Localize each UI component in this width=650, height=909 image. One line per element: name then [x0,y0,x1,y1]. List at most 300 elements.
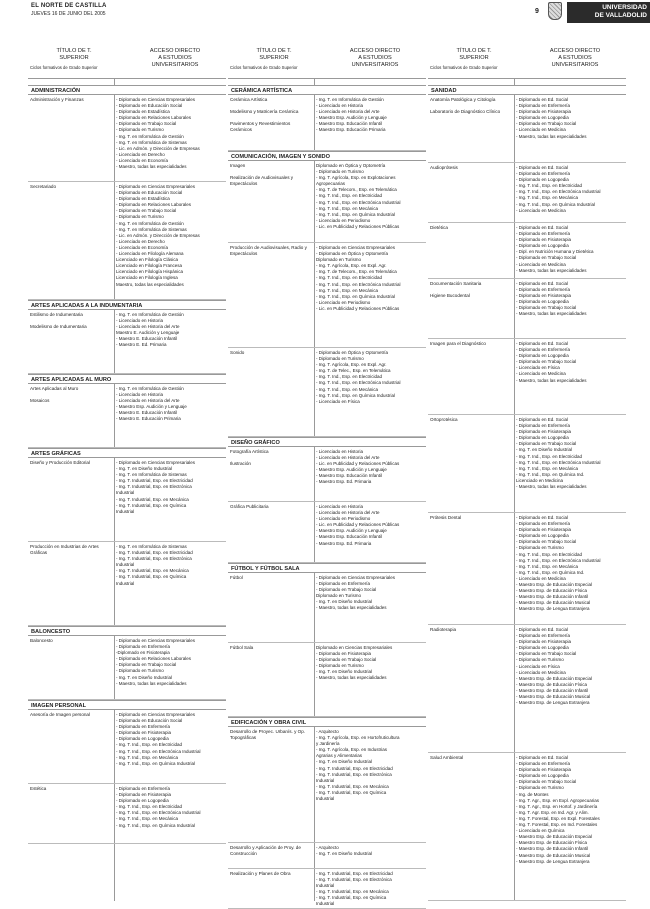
list-item: - Ing. T. Agr., Esp. en Hortof. y Jardinería [516,803,598,809]
list-item: - Diplomado en Ed. Social [516,165,569,170]
list-item: - Maestro Esp. Educación Infantil [316,121,383,127]
column-3 [428,45,626,901]
list-item: - Diplomado en Turismo [316,169,364,175]
list-item: - Lic. en Admón. y Dirección de Empresas [116,145,200,151]
list-item: - Licenciado en Periodismo [316,217,371,223]
list-item: - Diplomado en Fisioterapia [516,767,572,773]
column-1 [28,45,226,901]
section-heading: ARTES GRÁFICAS [28,448,226,458]
table-row [428,339,626,415]
table-row [428,625,626,753]
list-item: - Diplomado en Óptica y Optometría [316,251,389,257]
list-item: - Ing. T. en Informática de Gestión [116,386,184,391]
list-item: Industrial [116,562,135,568]
table-row [28,636,226,700]
header-degree-title-line: TÍTULO DE T. [456,48,492,54]
list-item: - Ing. T. Ind., Esp. en Química Industrial [116,760,195,766]
list-item: - Maestro Esp. de Educación Especial [516,834,593,840]
list-item: Diplomado en Turismo [316,593,362,599]
list-item: - Diplomado en Relaciones Laborales [116,115,192,121]
list-item: Licenciado en Medicina [516,477,564,483]
table-row [428,223,626,279]
list-item: - Ing. T. en Informática de Sistemas [116,544,187,549]
section-heading: COMUNICACIÓN, IMAGEN Y SONIDO [228,151,426,161]
list-item: - Maestro Esp. de Educación Física [516,681,588,687]
degree-title: Estilismo de Indumentaria Modelismo de Indumentaria [30,312,87,329]
list-item: - Maestro Esp. de Educación Especial [516,582,593,588]
list-item: - Ing. T. en Informática de Gestión [116,220,184,226]
list-item: - Diplomado en Turismo [116,127,164,133]
list-item: - Diplomado en Logopedia [516,353,569,359]
list-item: - Ing. T. de Telecom., Esp. en Telemática [316,269,397,275]
access-list [516,417,626,490]
table-row [228,243,426,348]
header-degree-title [428,48,520,71]
list-item: - Ing. T. Ind., Esp. en Electrónica Industrial [516,459,601,465]
list-item: - Maestro, todas las especialidades [516,267,587,273]
list-item: - Ing. T. en Informática de Gestión [116,312,184,317]
access-list [316,575,426,612]
list-item: - Diplomado en Enfermería [116,724,171,730]
header-direct-access-line: UNIVERSITARIOS [351,62,399,68]
list-item: - Diplomado en Educación Social [116,190,183,196]
list-item: - Diplomado en Trabajo Social [116,662,177,668]
list-item: - Diplomado en Ed. Social [516,417,569,422]
university-logo-line1: UNIVERSIDAD [602,4,647,11]
degree-title: Administración y Finanzas [30,97,84,102]
access-list [516,225,626,274]
list-item: - Diplomado en Trabajo Social [516,651,577,657]
table-row [28,784,226,844]
list-item: - Ing. T. Industrial, Esp. en Electricidad [116,478,193,484]
list-item: - Ing. T. en Diseño Industrial [316,669,372,675]
list-item: - Diplomado en Fisioterapia [116,792,172,798]
list-item: - Ing. T. Ind., Esp. en Química Industrial [316,211,395,217]
list-item: - Ing. T. Ind., Esp. en Química Industrial [516,201,595,207]
list-item: - Ing. T. Industrial, Esp. en Electricidad [316,871,393,876]
list-item: - Diplomado en Enfermería [516,171,571,177]
list-item: - Diplomado en Ed. Social [516,627,569,632]
list-item: - Diplomado en Enfermería [116,644,171,650]
section-heading: SANIDAD [428,85,626,95]
list-item: - Diplomado en Turismo [516,785,564,791]
access-list [316,350,426,405]
degree-title: Ortoprotésica [430,417,458,422]
list-item: - Lic. en Publicidad y Relaciones Públicas [316,223,400,229]
list-item: - Maestro Esp. Educación Infantil [316,534,383,540]
list-item: - Diplomado en Trabajo Social [516,305,577,311]
list-item: - Lic. en Admón. y Dirección de Empresas [116,232,200,238]
list-item: - Diplomado en Turismo [116,668,164,674]
list-item: - Ing. T. en Informática de Gestión [116,133,184,139]
list-item: - Diplomado en Logopedia [116,798,169,804]
list-item: - Licenciado en Historia [316,449,364,454]
list-item: - Diplomado en Logopedia [516,435,569,441]
list-item: - Diplomado en Ciencias Empresariales [116,184,196,189]
list-item: - Ing. T. Industrial, Esp. en Química [316,789,387,795]
access-list [516,627,626,706]
list-item: - Diplomado en Turismo [316,356,364,362]
list-item: - Diplomado en Fisioterapia [316,651,372,657]
list-item: - Licenciado en Medicina [516,127,566,133]
list-item: Industrial [316,777,335,783]
access-list [116,386,226,423]
list-item: - Maestro Esp. de Educación Especial [516,675,593,681]
access-list [116,786,226,829]
list-item: - Ing. T. Ind., Esp. en Química Ind. [516,471,585,477]
list-item: - Licenciado en Historia [116,318,164,324]
header-direct-access-line: A ESTUDIOS [358,55,392,61]
list-item: - Ing. T. Ind., Esp. en Electricidad [516,453,582,459]
list-item: - Diplomado en Enfermería [516,287,571,293]
list-item: - Ing. T. Ind., Esp. en Mecánica [316,386,378,392]
table-row [28,542,226,626]
degree-title: Secretariado [30,184,57,189]
list-item: - Diplomado en Turismo [516,657,564,663]
list-item: - Maestro Esp. Audición y Lenguaje [316,115,387,121]
list-item: Industrial [316,901,335,907]
access-list [316,845,426,857]
list-item: - Diplomado en Fisioterapia [116,730,172,736]
degree-title: Documentación Sanitaria Higiene Bucodental [430,281,482,298]
list-item: - Ing. T. Ind., Esp. en Electrónica Industrial [316,199,401,205]
header-degree-subtitle: Ciclos formativos de Grado Superior [230,65,298,70]
list-item: - Licenciado en Física [516,365,560,371]
list-item: - Ing. T. Industrial, Esp. en Electrónica [316,877,392,883]
list-item: Industrial [116,580,135,586]
section-heading: ADMINISTRACIÓN [28,85,226,95]
list-item: - Lic. en Publicidad y Relaciones Públicas [316,305,400,311]
list-item: - Diplomado en Enfermería [516,521,571,527]
list-item: - Maestro, todas las especialidades [116,680,187,686]
header-direct-access-line: ACCESO DIRECTO [549,48,601,54]
table-row [228,843,426,869]
list-item: - Dipl. en Nutrición Humana y Dietética [516,249,594,255]
list-item: - Diplomado en Trabajo Social [516,779,577,785]
table-row [428,163,626,223]
list-item: - Ing. T. Industrial, Esp. en Mecánica [316,889,389,895]
list-item: - Maestro, todas las especialidades [516,484,587,490]
list-item: - Ing. T. Industrial, Esp. en Química [316,895,387,901]
list-item: - Ing. T. Ind., Esp. en Electrónica Industrial [316,281,401,287]
degree-title: Estética [30,786,47,791]
list-item: - Diplomado en Enfermería [516,633,571,639]
list-item: - Maestro E. Educación Infantil [116,410,178,416]
list-item: - Diplomado en Logopedia [516,177,569,183]
list-item: - Ing. T. Agrícola, Esp. en Industrias [316,747,387,753]
list-item: - Ing. de Montes [516,791,549,797]
list-item: - Maestro Esp. de Educación Física [516,588,588,594]
list-item: - Ing. T. Ind., Esp. en Electricidad [316,374,382,380]
list-item: - Licenciado en Derecho [116,151,165,157]
access-list [516,515,626,613]
table-row [28,710,226,784]
degree-title: Salud Ambiental [430,755,464,760]
list-item: - Diplomado en Turismo [516,545,564,551]
list-item: - Ing. T. en Informática de Sistemas [116,139,187,145]
list-item: - Maestro Esp. Ed. Primaria [316,479,372,485]
degree-title: Fotografía Artística Ilustración [230,449,269,466]
list-item: Maestro, todas las especialidades [116,281,184,287]
list-item: - Diplomado en Ciencias Empresariales [116,460,196,465]
header-degree-subtitle: Ciclos formativos de Grado Superior [430,65,498,70]
list-item: - Ing. T. Ind., Esp. en Mecánica [116,754,178,760]
list-item: - Ing. T. en Diseño Industrial [316,851,372,857]
access-list [316,449,426,486]
list-item: - Maestro Esp. de Lengua Extranjera [516,858,590,864]
list-item: - Ing. T. Ind., Esp. en Electricidad [516,183,582,189]
table-row [28,95,226,182]
access-list [116,460,226,515]
list-item: - Licenciado en Historia [116,392,164,398]
publication-date: JUEVES 16 DE JUNIO DEL 2005 [31,11,106,17]
list-item: - Licenciado en Medicina [516,207,566,213]
degree-title: Gráfica Publicitaria [230,504,269,509]
table-row [228,643,426,717]
list-item: - Maestro Esp. Audición y Lenguaje [116,404,187,410]
list-item: - Licenciado en Química [516,828,565,834]
list-item: - Maestro E. Educación Infantil [116,336,178,342]
list-item: - Licenciado en Medicina [516,261,566,267]
table-row [228,161,426,243]
degree-title: Producción de Audiovisuales, Radio y Espectáculos [230,245,307,256]
list-item: - Diplomado en Educación Social [116,103,183,109]
access-list [316,871,426,908]
access-list [116,712,226,767]
list-item: - Diplomado en Estadística [116,109,170,115]
list-item: - Diplomado en Fisioterapia [516,527,572,533]
degree-title: Sonido [230,350,245,355]
header-degree-title-line: SUPERIOR [459,55,489,61]
list-item: - Diplomado en Logopedia [516,243,569,249]
list-item: - Diplomado en Enfermería [516,761,571,767]
list-item: - Ing. T. de Telecom., Esp. en Telemática [316,187,397,193]
list-item: - Diplomado en Logopedia [516,773,569,779]
table-row [228,869,426,909]
list-item: - Ing. T. Forestal, Esp. en Expl. Forestales [516,815,600,821]
access-list [316,163,426,230]
list-item: - Ing. T. Ind., Esp. en Mecánica [116,816,178,822]
access-list [116,638,226,687]
list-item: - Diplomado en Logopedia [516,299,569,305]
list-item: - Licenciado en Historia del Arte [316,455,380,461]
list-item: - Diplomado en Enfermería [316,581,371,587]
degree-title: Anatomía Patológica y Citología Laboratorio de Diagnóstico Clínico [430,97,501,114]
list-item: Licenciado en Filología Francesa [116,263,183,269]
section-heading: BALONCESTO [28,626,226,636]
page-header [0,0,650,38]
list-item: Maestro E. Audición y Lenguaje [116,330,180,336]
section-heading: ARTES APLICADAS AL MURO [28,374,226,384]
access-list [516,281,626,318]
list-item: - Diplomado en Relaciones Laborales [116,202,192,208]
list-item: - Ing. T. Ind., Esp. en Mecánica [516,465,578,471]
list-item: - Diplomado en Ed. Social [516,755,569,760]
list-item: - Ing. T. Industrial, Esp. en Química [116,574,187,580]
list-item: - Ing. T. Ind., Esp. en Electrónica Industrial [516,557,601,563]
list-item: - Maestro E. Ed. Primaria [116,342,167,348]
list-item: - Lic. en Publicidad y Relaciones Públicas [316,522,400,528]
list-item: - Ing. T. Ind., Esp. en Química Industrial [116,822,195,828]
list-item: - Diplomado en Enfermería [516,347,571,353]
list-item: - Ing. T. Industrial, Esp. en Química [116,502,187,508]
list-item: - Diplomado en Relaciones Laborales [116,656,192,662]
list-item: y Jardinería [316,741,340,747]
header-direct-access-line: A ESTUDIOS [558,55,592,61]
list-item: - Lic. en Publicidad y Relaciones Públicas [316,461,400,467]
list-item: - Maestro, todas las especialidades [316,675,387,681]
access-list [516,97,626,140]
list-item: - Diplomado en Ed. Social [516,281,569,286]
list-item: - Ing. T. Ind., Esp. en Mecánica [516,195,578,201]
table-row [228,573,426,643]
list-item: - Licenciado en Filología Alemana [116,251,184,257]
header-direct-access-line: ACCESO DIRECTO [349,48,401,54]
list-item: - Maestro Esp. de Lengua Extranjera [516,700,590,706]
access-list [316,97,426,134]
list-item: - Diplomado en Ciencias Empresariales [316,245,396,250]
access-list [316,245,426,312]
degree-title: Realización y Planes de Obra [230,871,291,876]
list-item: - Maestro Esp. de Educación Infantil [516,687,589,693]
list-item: - Maestro, todas las especialidades [116,164,187,170]
table-row [428,415,626,513]
list-item: - Ing. T. Agr. Esp. en Ind. Agr. y Alim. [516,809,589,815]
list-item: - Ing. T. Industrial, Esp. en Electricidad [316,765,393,771]
header-degree-title-line: TÍTULO DE T. [56,48,92,54]
list-item: - Licenciado en Medicina [516,669,566,675]
list-item: - Maestro, todas las especialidades [316,605,387,611]
header-direct-access-line: UNIVERSITARIOS [551,62,599,68]
list-item: - Diplomado en Ciencias Empresariales [116,712,196,717]
list-item: - Diplomado en Logopedia [516,533,569,539]
list-item: - Diplomado en Enfermería [516,423,571,429]
list-item: - Licenciado en Historia [316,103,364,109]
list-item: Industrial [316,796,335,802]
list-item: - Diplomado en Educación Social [116,718,183,724]
list-item: Diplomado en Ciencias Empresariales [316,645,393,650]
degree-title: Artes Aplicadas al Muro Mosaicos [30,386,79,403]
access-list [116,544,226,587]
list-item: - Diplomado en Ed. Social [516,341,569,346]
table-row [28,384,226,448]
list-item: - Maestro Esp. de Educación Infantil [516,846,589,852]
section-heading: CERÁMICA ARTÍSTICA [228,85,426,95]
degree-title: Radioterapia [430,627,457,632]
list-item: Industrial [116,508,135,514]
list-item: - Licenciado en Medicina [516,575,566,581]
list-item: Licenciado en Filología Clásica [116,257,179,263]
table-row [228,447,426,502]
list-item: Diplomado en Óptica y Optometría [316,163,386,168]
list-item: - Diplomado en Ciencias Empresariales [316,575,396,580]
list-item: -Diplomado en Fisioterapia [116,650,170,656]
degree-title: Desarrollo de Proyec. Urbanís. y Op. Topográficas [230,729,306,740]
list-item: - Diplomado en Ed. Social [516,515,569,520]
list-item: - Ing. T. Ind., Esp. en Electricidad [316,275,382,281]
access-list [116,97,226,170]
university-logo-line2: DE VALLADOLID [594,12,647,19]
list-item: - Diplomado en Logopedia [516,115,569,121]
list-item: - Ing. T. en Diseño Industrial [116,674,172,680]
list-item: - Diplomado en Fisioterapia [516,429,572,435]
list-item: - Diplomado en Trabajo Social [116,121,177,127]
list-item: Industrial [316,883,335,889]
list-item: Industrial [116,490,135,496]
table-row [228,348,426,437]
degree-title: Asesoría de Imagen personal [30,712,91,717]
list-item: - Diplomado en Ed. Social [516,97,569,102]
list-item: - Ing. T. Industrial, Esp. en Mecánica [116,568,189,574]
table-row [28,458,226,542]
header-degree-title [28,48,120,71]
section-heading: FÚTBOL Y FÚTBOL SALA [228,563,426,573]
list-item: - Ing. T. en Informática de Sistemas [116,472,187,478]
list-item: - Ing. T. Ind., Esp. en Electrónica Industrial [116,748,201,754]
list-item: - Ing. T. Industrial, Esp. en Mecánica [316,783,389,789]
list-item: - Maestro, todas las especialidades [516,133,587,139]
list-item: - Ing. T. Ind., Esp. en Mecánica [316,287,378,293]
list-item: - Licenciado en Historia del Arte [316,109,380,115]
list-item: - Diplomado en Trabajo Social [116,208,177,214]
degree-title: Prótesis Dental [430,515,462,520]
list-item: - Licenciado en Periodismo [316,516,371,522]
list-item: - Licenciado en Historia del Arte [316,510,380,516]
list-item: - Maestro E. Educación Primaria [116,416,181,422]
header-direct-access [124,48,226,69]
list-item: - Ing. T. Forestal, Esp. en Ind. Forestales [516,822,598,828]
access-list [516,755,626,865]
degree-title: Dietética [430,225,448,230]
list-item: Licenciado en Filología Hispánica [116,269,184,275]
list-item: - Ing. T. Agrícola, Esp. en Expl. Agr. [316,362,387,368]
list-item: - Diplomado en Trabajo Social [316,587,377,593]
list-item: - Diplomado en Fisioterapia [516,639,572,645]
list-item: - Ing. T. en Diseño Industrial [316,759,372,765]
column-2 [228,45,426,907]
publication-name: EL NORTE DE CASTILLA [31,3,107,9]
list-item: - Licenciado en Economía [116,157,169,163]
header-degree-title-line: SUPERIOR [259,55,289,61]
header-direct-access [524,48,626,69]
list-item: - Ing. T. Industrial, Esp. en Electrónica [116,484,192,490]
list-item: - Maestro Esp. Educación Infantil [316,473,383,479]
degree-title: Imagen Realización de Audiovisuales y Espectáculos [230,163,294,186]
degree-title: Diseño y Producción Editorial [30,460,91,465]
table-row [228,502,426,563]
list-item: - Maestro Esp. de Educación Musical [516,600,591,606]
list-item: - Ing. T. Ind., Esp. en Química Industrial [316,392,395,398]
list-item: - Diplomado en Turismo [116,214,164,220]
header-degree-subtitle: Ciclos formativos de Grado Superior [30,65,98,70]
access-list [316,729,426,802]
list-item: - Licenciado en Historia [316,504,364,509]
list-item: - Maestro Esp. de Educación Musical [516,694,591,700]
list-item: - Ing. T. Ind., Esp. en Electrónica Industrial [316,380,401,386]
list-item: - Arquitecto [316,845,339,850]
list-item: - Arquitecto [316,729,339,734]
list-item: - Ing. T. Industrial, Esp. en Electrónica [316,771,392,777]
degree-title: Imagen para el Diagnóstico [430,341,486,346]
list-item: - Maestro Esp. de Educación Física [516,840,588,846]
degree-title: Fútbol Sala [230,645,254,650]
degree-title: Desarrollo y Aplicación de Proy. de Construcción [230,845,301,856]
access-list [116,184,226,288]
list-item: - Diplomado en Enfermería [516,103,571,109]
list-item: - Diplomado en Trabajo Social [516,359,577,365]
list-item: - Ing. T. Agrícola, Esp. en Explotaciones [316,175,396,181]
list-item: - Maestro Esp. Ed. Primaria [316,540,372,546]
